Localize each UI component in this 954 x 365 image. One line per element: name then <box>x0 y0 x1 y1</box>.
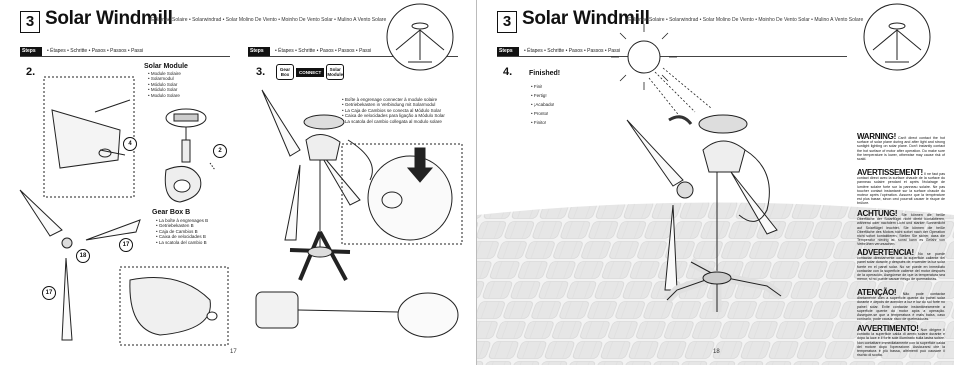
badge-17b: 17 <box>42 286 56 300</box>
step-4-number: 4. <box>503 66 513 78</box>
solar-module-item: • Solarmodul <box>148 76 181 81</box>
warning-block-it <box>857 324 945 358</box>
solar-module-item: • Modulo Solare <box>148 93 181 98</box>
solar-module-item: • Módulo Solar <box>148 87 181 92</box>
warning-text: Can't direct contact the hot surface of solar plane during and after light and strong sunlight lighting on solar plane. Don't instantly contact the hot surface of motor after operation. Do make sure the temperature is lower, otherwise may cause risk of scald. <box>857 136 946 162</box>
finished-item: • Fini! <box>531 82 554 91</box>
warning-text: Il ne faut pas contact direct avec la surface chaude de la surface du panneau solaire pendant et après l'éclairage de lumière solaire forte sur la panneau solaire. Ne pas toucher contact instantané sur la surface chaude du moteur après l'opération. Assurez que la température est plus basse, sinon ceci pourrait causer le risque de brûlure. <box>857 172 946 206</box>
steps-text: • Étapes • Schritte • Pasos • Passos • Passi <box>524 48 621 54</box>
step-3-item: • Boîte à engrenage connecter à module solaire <box>342 97 445 102</box>
badge-18: 18 <box>76 249 90 263</box>
steps-text-2: • Étapes • Schritte • Pasos • Passos • Passi <box>275 48 372 54</box>
warning-block-pt <box>857 288 945 322</box>
step-3-item: • Caixa de velocidades para ligação a Módulo Solar <box>342 113 445 118</box>
finished-item: • ¡Acabado! <box>531 100 554 109</box>
page-subtitle: • Eolienne Solaire • Solarwindrad • Solar Molino De Viento • Moinho De Vento Solar • Mulino A Vento Solare <box>625 17 864 23</box>
steps-tag-2: Steps <box>248 47 270 56</box>
page-number-17: 17 <box>230 349 237 355</box>
gear-box-item: • Caixa de velocidades B <box>156 234 208 239</box>
step-3-number: 3. <box>256 66 266 78</box>
solar-module-title: Solar Module <box>144 63 188 70</box>
steps-text: • Étapes • Schritte • Pasos • Passos • Passi <box>47 48 144 54</box>
warning-block-fr <box>857 168 946 206</box>
warning-heading: WARNING! <box>857 132 896 141</box>
finished-item: • Finito! <box>531 118 554 127</box>
solar-module-item: • Módulo Solar <box>148 82 181 87</box>
warning-text: No se puede contactar directamente con la superficie caliente del panel solar durante y después de encender la luz solar fuerte en el panel solar. No se puede en inmediato contactar con la superficie caliente del motor después de la operación. Asegúrese de que la temperatura sea menor, si no puede causar riesgo de quemaduras. <box>857 252 945 282</box>
gear-box-item: • Caja de Cambios B <box>156 229 208 234</box>
steps-tag: Steps <box>20 47 42 56</box>
warning-heading: ADVERTENCIA! <box>857 248 914 257</box>
warning-heading: AVVERTIMENTO! <box>857 324 919 333</box>
section-number-box: 3 <box>20 11 40 33</box>
warning-heading: AVERTISSEMENT! <box>857 168 923 177</box>
flow-gear-box: Gear Box <box>276 64 294 80</box>
warning-heading: ACHTUNG! <box>857 209 898 218</box>
section-number-box: 3 <box>497 11 517 33</box>
warning-block-en <box>857 132 946 162</box>
gear-box-item: • La boîte à engrenages B <box>156 218 208 223</box>
warning-block-de <box>857 209 946 247</box>
badge-17: 17 <box>119 238 133 252</box>
warning-text: Non dirigere il contatto la superficie calda di aereo solare durante e dopo la luce e il forte sole illuminato sulla lastra solare. Non contattare immediatamente con la superficie calda del motore dopo l'operazione. Assicurarsi che la temperatura è più bassa, altrimenti può causare il rischio di scotta. <box>857 328 945 358</box>
page-18 <box>477 0 954 365</box>
page-title: Solar Windmill <box>522 8 650 29</box>
sun-icon <box>628 41 660 73</box>
warning-heading: ATENÇÃO! <box>857 288 897 297</box>
page-number-18: 18 <box>713 349 720 355</box>
step-3-item: • La scatola del cambio collegata al modulo solare <box>342 119 445 124</box>
warning-text: Não pode contactar diretamente com a superfície quente do painel solar durante e depois de acender a luz e luz do sol forte no painel solar. Evite contactar instantâneamente a superfície quente do motor após a operação. Assegure-se que a temperatura é mais baixa, caso contrário, pode causar risco de queimaduras. <box>857 292 945 322</box>
flow-connect: CONNECT <box>296 68 324 77</box>
finished-title: Finished! <box>529 70 561 77</box>
page-subtitle: • Eolienne Solaire • Solarwindrad • Solar Molino De Viento • Moinho De Vento Solar • Mulino A Vento Solare <box>148 17 387 23</box>
badge-2: 2 <box>213 144 227 158</box>
flow-solar-module: Solar Module <box>326 64 344 80</box>
gear-box-item: • Getriebekasten B <box>156 223 208 228</box>
step-3-item: • Getriebekasten in Verbindung mit Solarmodul <box>342 102 445 107</box>
badge-4: 4 <box>123 137 137 151</box>
gear-box-title: Gear Box B <box>152 209 191 216</box>
step-3-item: • La Caja de Cambios se conecta al Módulo Solar <box>342 108 445 113</box>
finished-item: • Fertig! <box>531 91 554 100</box>
warning-block-es <box>857 248 945 282</box>
step-2-number: 2. <box>26 66 36 78</box>
page-title: Solar Windmill <box>45 8 173 29</box>
solar-module-item: • Module Solaire <box>148 71 181 76</box>
steps-tag: Steps <box>497 47 519 56</box>
gear-box-item: • La scatola del cambio B <box>156 240 208 245</box>
finished-item: • Pronto! <box>531 109 554 118</box>
warning-text: Sie können die heiße Oberfläche der Solarflügel nicht direkt kontaktieren, während oder nachdem Licht und starker Sonnenlicht auf Solarflügel leuchtet. Sie können die heiße Oberfläche des Motors nicht sofort nach der Operation nicht sofort kontaktieren. Stellen Sie sicher, dass die Temperatur niedrig ist, sonst kann es Gefahr von Verbrühen verursachen. <box>857 213 946 247</box>
